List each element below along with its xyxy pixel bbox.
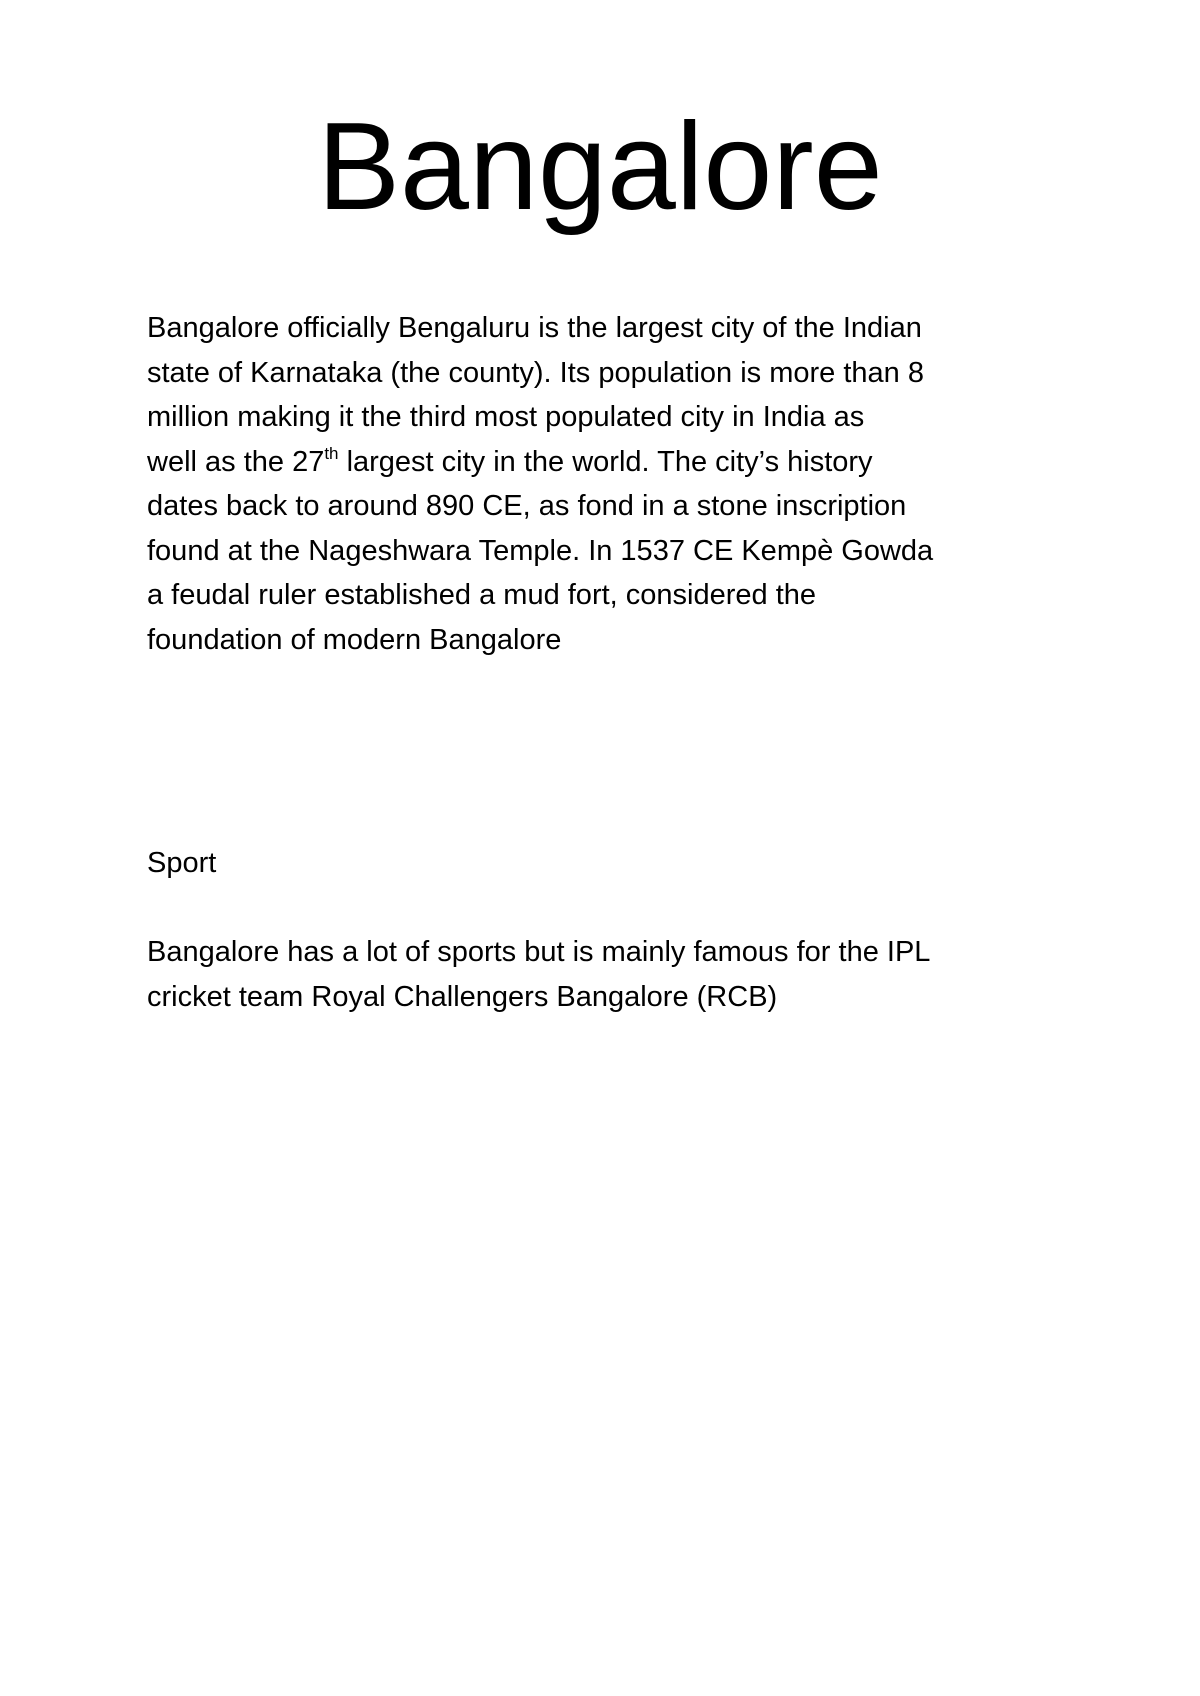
sport-line-2: cricket team Royal Challengers Bangalore (RCB) (147, 980, 778, 1013)
sport-paragraph (147, 930, 1087, 1019)
intro-line-1: Bangalore officially Bengaluru is the largest city of the Indian (147, 312, 922, 344)
intro-line-4-text-start: well as the 27 (147, 445, 325, 478)
intro-line-2: state of Karnataka (the county). Its population is more than 8 (147, 356, 924, 389)
ordinal-suffix: th (324, 443, 339, 463)
intro-line-7: a feudal ruler established a mud fort, considered the (147, 579, 817, 611)
intro-line-4-text-end: largest city in the world. The city’s history (338, 445, 873, 478)
document-title: Bangalore (317, 98, 883, 236)
intro-line-3: million making it the third most populated city in India as (147, 401, 865, 433)
sport-line-1: Bangalore has a lot of sports but is mainly famous for the IPL (147, 936, 931, 968)
sport-heading: Sport (147, 847, 217, 879)
intro-line-4 (147, 440, 1087, 485)
intro-line-8: foundation of modern Bangalore (147, 623, 562, 656)
intro-line-6: found at the Nageshwara Temple. In 1537 CE Kempè Gowda (147, 534, 934, 567)
intro-line-5: dates back to around 890 CE, as fond in a stone inscription (147, 490, 907, 522)
intro-paragraph (147, 306, 1087, 662)
